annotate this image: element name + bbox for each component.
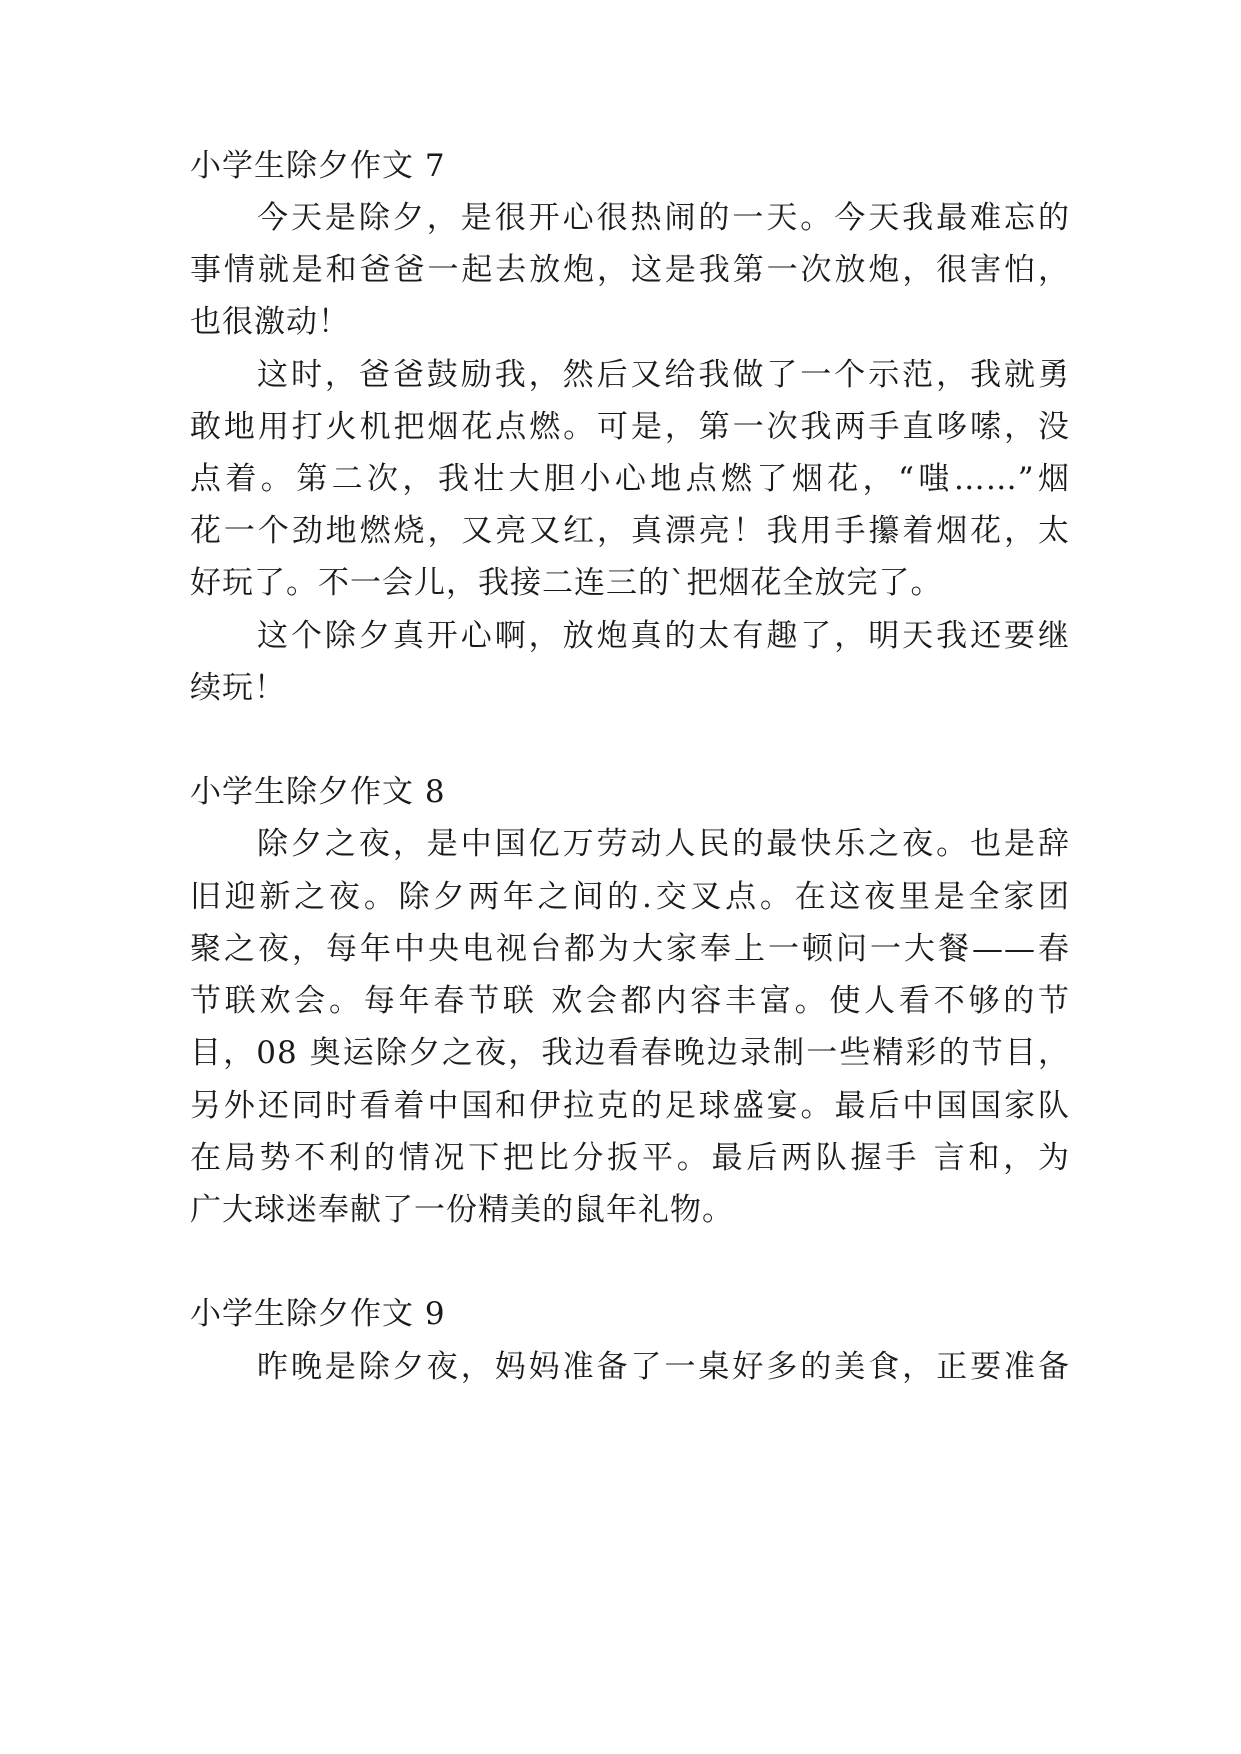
essay-title: 小学生除夕作文 9: [190, 1296, 446, 1332]
paragraph-line: 广大球迷奉献了一份精美的鼠年礼物。: [190, 1192, 734, 1228]
paragraph-line: 旧迎新之夜。除夕两年之间的.交叉点。在这夜里是全家团: [190, 879, 1070, 915]
paragraph-line: 另外还同时看着中国和伊拉克的足球盛宴。最后中国国家队: [190, 1088, 1070, 1124]
paragraph-line: 也很激动！: [190, 304, 350, 340]
paragraph-line: 事情就是和爸爸一起去放炮，这是我第一次放炮，很害怕，: [190, 252, 1070, 288]
paragraph-line: 在局势不利的情况下把比分扳平。最后两队握手 言和，为: [190, 1140, 1070, 1176]
paragraph-line: 今天是除夕，是很开心很热闹的一天。今天我最难忘的: [257, 200, 1070, 236]
paragraph-line: 好玩了。不一会儿，我接二连三的`把烟花全放完了。: [190, 565, 943, 601]
paragraph-line: 昨晚是除夕夜，妈妈准备了一桌好多的美食，正要准备: [257, 1349, 1070, 1385]
paragraph-line: 除夕之夜，是中国亿万劳动人民的最快乐之夜。也是辞: [257, 826, 1070, 862]
paragraph-line: 这时，爸爸鼓励我，然后又给我做了一个示范，我就勇: [257, 357, 1070, 393]
paragraph-line: 这个除夕真开心啊，放炮真的太有趣了，明天我还要继: [257, 618, 1070, 654]
essay-title: 小学生除夕作文 8: [190, 774, 446, 810]
paragraph-line: 目，08 奥运除夕之夜，我边看春晚边录制一些精彩的节目，: [190, 1035, 1070, 1071]
paragraph-line: 敢地用打火机把烟花点燃。可是，第一次我两手直哆嗦，没: [190, 409, 1070, 445]
paragraph-line: 点着。第二次，我壮大胆小心地点燃了烟花，“嗤……”烟: [190, 461, 1070, 497]
paragraph-line: 花一个劲地燃烧，又亮又红，真漂亮！我用手攥着烟花，太: [190, 513, 1070, 549]
paragraph-line: 聚之夜，每年中央电视台都为大家奉上一顿问一大餐——春: [190, 931, 1070, 967]
paragraph-line: 节联欢会。每年春节联 欢会都内容丰富。使人看不够的节: [190, 983, 1070, 1019]
essay-title: 小学生除夕作文 7: [190, 148, 446, 184]
paragraph-line: 续玩！: [190, 670, 286, 706]
